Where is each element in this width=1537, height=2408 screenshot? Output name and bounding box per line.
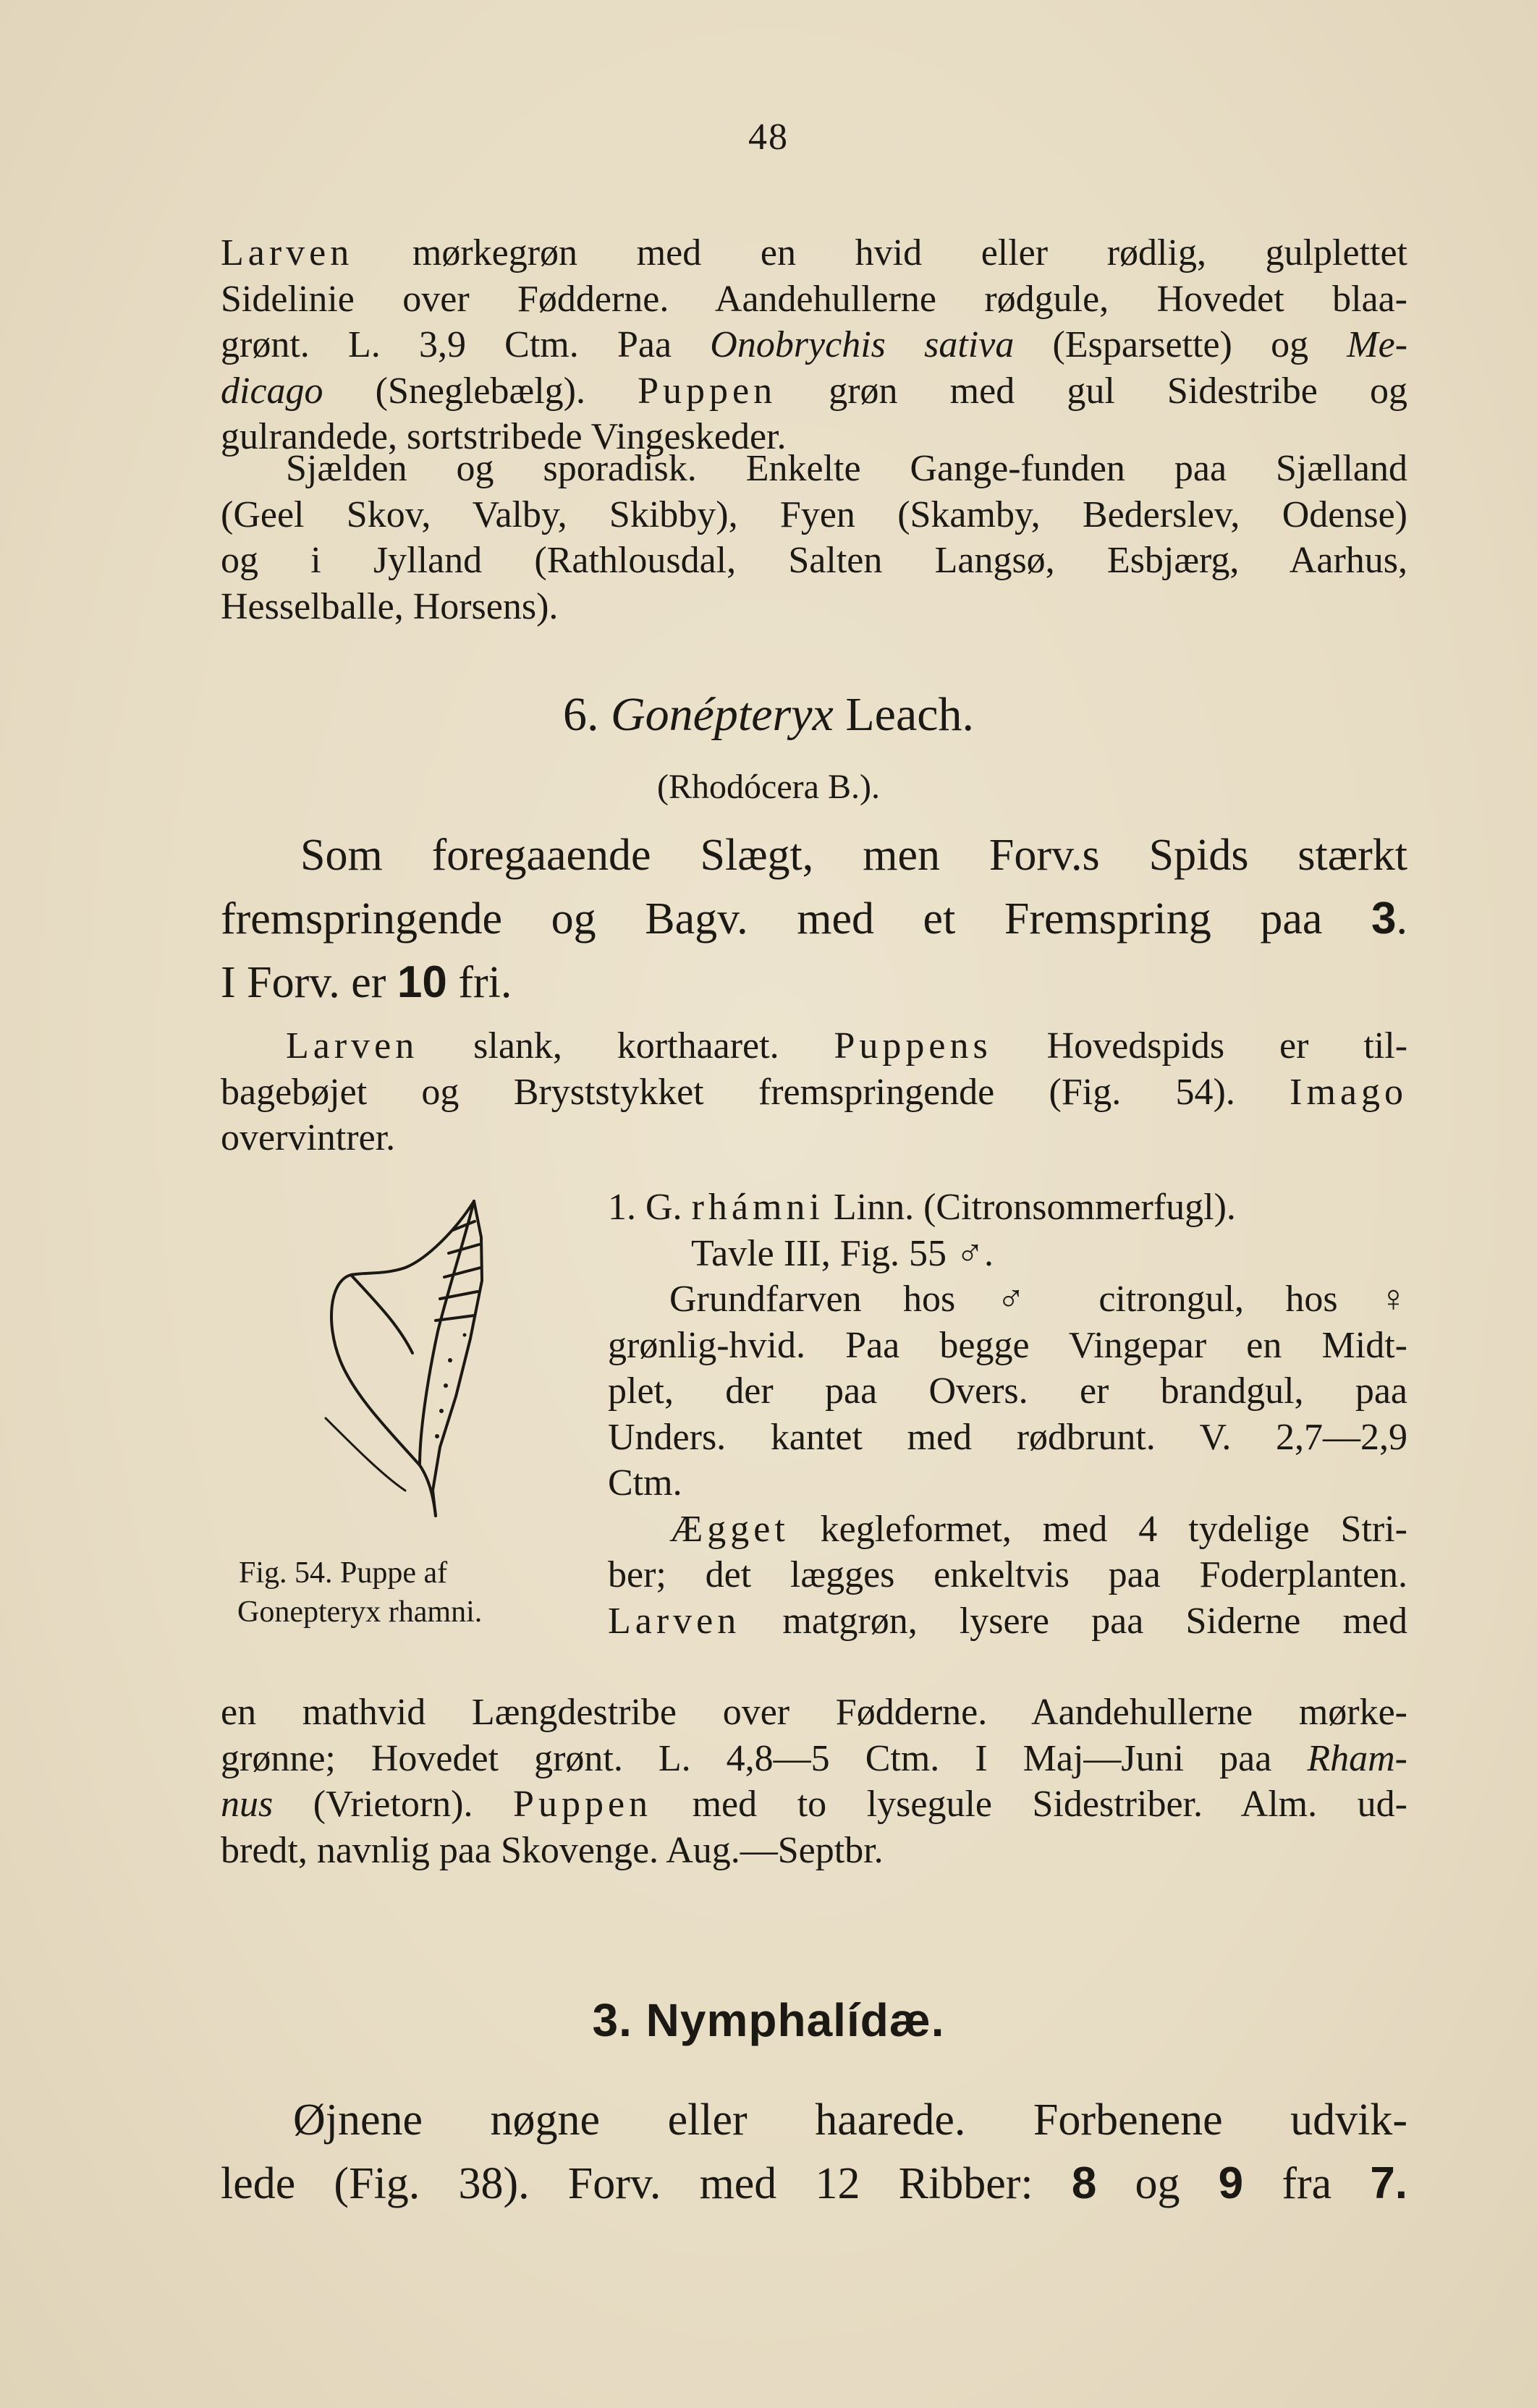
bold-number: 7.: [1370, 2158, 1408, 2208]
genus-description: Som foregaaende Slægt, men Forv.s Spids stærkt fremspringende og Bagv. med et Fremspring paa 3. I Forv. er 10 fri.: [221, 823, 1407, 1014]
spaced-term: Puppen: [513, 1784, 653, 1825]
page-number: 48: [748, 116, 789, 158]
text-line: Linn. (Citronsommerfugl).: [823, 1187, 1236, 1228]
spaced-term: Larven: [608, 1600, 741, 1642]
genus-name: Gonépteryx: [610, 688, 834, 741]
spaced-term: Puppen: [638, 370, 777, 412]
bold-number: 3: [1371, 894, 1397, 944]
spaced-term: Larven: [221, 232, 354, 274]
text-line: Ctm.: [608, 1462, 682, 1504]
text-line: Sidelinie over Fødderne. Aandehullerne rødgule, Hovedet blaa-: [221, 278, 1407, 320]
pupa-figure: [311, 1187, 499, 1519]
text-line: (Sneglebælg).: [323, 370, 638, 412]
text-line: grøn med gul Sidestribe og: [776, 370, 1408, 412]
spaced-term: Ægget: [669, 1508, 789, 1550]
text-line: grønne; Hovedet grønt. L. 4,8—5 Ctm. I Maj—Juni paa: [221, 1737, 1308, 1779]
text-line: grønt. L. 3,9 Ctm. Paa: [221, 324, 711, 365]
text-line: ber; det lægges enkeltvis paa Foderplanten.: [608, 1554, 1407, 1595]
text-line: Hovedspids er til-: [991, 1025, 1408, 1067]
paragraph-larva-description: [221, 230, 1407, 460]
paragraph-larva-pupa: [221, 1023, 1407, 1161]
text-line: og: [1096, 2159, 1219, 2208]
text-line: fri.: [446, 958, 512, 1007]
text-line: med to lysegule Sidestriber. Alm. ud-: [652, 1784, 1407, 1825]
spaced-term: Larven: [286, 1025, 419, 1067]
text-line: Hesselballe, Horsens).: [221, 585, 559, 627]
bold-number: 8: [1071, 2158, 1097, 2208]
text-line: Tavle III, Fig. 55 ♂.: [691, 1232, 994, 1274]
text-line: fremspringende og Bagv. med et Fremspring paa: [221, 894, 1372, 944]
species-name: rhámni: [691, 1187, 824, 1228]
genus-heading: [0, 687, 1537, 742]
text-line: fra: [1243, 2159, 1371, 2208]
latin-name: Rham-: [1307, 1737, 1407, 1779]
latin-name: Onobrychis sativa: [710, 324, 1015, 365]
text-line: I Forv. er: [221, 958, 397, 1007]
text-line: mørkegrøn med en hvid eller rødlig, gulplettet: [353, 232, 1407, 274]
text-line: overvintrer.: [221, 1117, 396, 1158]
paragraph-distribution: [221, 446, 1407, 629]
figure-caption-1: Fig. 54. Puppe af: [239, 1556, 448, 1590]
text-line: slank, korthaaret.: [418, 1025, 834, 1067]
text-line: bredt, navnlig paa Skovenge. Aug.—Septbr.: [221, 1829, 884, 1871]
family-description: [221, 2088, 1407, 2216]
text-line: Sjælden og sporadisk. Enkelte Gange-funden paa Sjælland: [286, 448, 1407, 489]
spaced-term: Puppens: [834, 1025, 992, 1067]
figure-caption-2: Gonepteryx rhamni.: [237, 1595, 483, 1629]
text-line: plet, der paa Overs. er brandgul, paa: [608, 1370, 1407, 1412]
text-line: Øjnene nøgne eller haarede. Forbenene udvik-: [293, 2095, 1407, 2145]
species-entry: [608, 1184, 1407, 1644]
text-line: bagebøjet og Bryststykket fremspringende (Fig. 54).: [221, 1071, 1290, 1113]
text-line: (Vrietorn).: [273, 1784, 514, 1825]
text-line: lede (Fig. 38). Forv. med 12 Ribber:: [221, 2159, 1072, 2208]
text-line: (Geel Skov, Valby, Skibby), Fyen (Skamby, Bederslev, Odense): [221, 493, 1407, 535]
text-line: gulrandede, sortstribede Vingeskeder.: [221, 416, 787, 457]
paragraph-larva-rhamni: [221, 1690, 1407, 1873]
text-line: (Esparsette) og: [1014, 324, 1347, 365]
spaced-term: Imago: [1290, 1071, 1407, 1113]
text-line: Unders. kantet med rødbrunt. V. 2,7—2,9: [608, 1416, 1407, 1458]
latin-name: dicago: [221, 370, 323, 412]
bold-number: 10: [397, 957, 447, 1007]
text-line: matgrøn, lysere paa Siderne med: [740, 1600, 1407, 1642]
genus-author: Leach.: [833, 688, 975, 741]
species-number: 1. G.: [608, 1187, 692, 1228]
bold-number: 9: [1218, 2158, 1244, 2208]
text-line: Som foregaaende Slægt, men Forv.s Spids stærkt: [300, 831, 1407, 880]
text-line: en mathvid Længdestribe over Fødderne. Aandehullerne mørke-: [221, 1692, 1407, 1733]
text-line: kegleformet, med 4 tydelige Stri-: [789, 1508, 1407, 1550]
text-line: grønlig-hvid. Paa begge Vingepar en Midt-: [608, 1324, 1407, 1366]
text-line: Grundfarven hos ♂ citrongul, hos ♀: [669, 1279, 1407, 1320]
genus-number: 6.: [562, 688, 611, 741]
genus-synonym: (Rhodócera B.).: [657, 768, 880, 806]
text-line: og i Jylland (Rathlousdal, Salten Langsø, Esbjærg, Aarhus,: [221, 540, 1407, 581]
latin-name: Me-: [1347, 324, 1408, 365]
latin-name: nus: [221, 1784, 274, 1825]
family-heading: 3. Nymphalídæ.: [592, 1994, 945, 2046]
